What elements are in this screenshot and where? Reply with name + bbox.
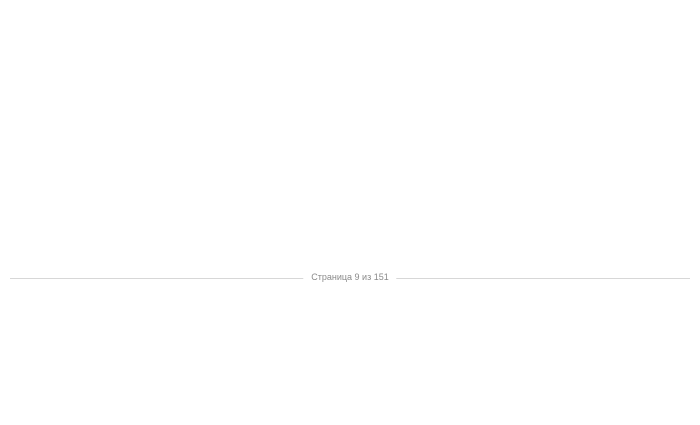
page-divider [0, 268, 700, 290]
paragraph [10, 10, 690, 17]
paragraph [10, 38, 690, 45]
document-page [10, 4, 690, 173]
paragraph [10, 339, 690, 346]
page-counter: Страница 9 из 151 [303, 272, 396, 282]
paragraph [10, 312, 690, 319]
paragraph [10, 326, 690, 333]
paragraph [10, 105, 690, 112]
paragraph [10, 51, 690, 58]
paragraph [10, 133, 690, 140]
paragraph [10, 298, 690, 305]
paragraph [10, 65, 690, 72]
paragraph [10, 160, 690, 167]
paragraph [10, 24, 690, 31]
paragraph [10, 353, 690, 360]
paragraph [10, 119, 690, 126]
paragraph [10, 92, 690, 99]
next-page [10, 292, 690, 366]
paragraph [10, 78, 690, 85]
paragraph [10, 146, 690, 153]
